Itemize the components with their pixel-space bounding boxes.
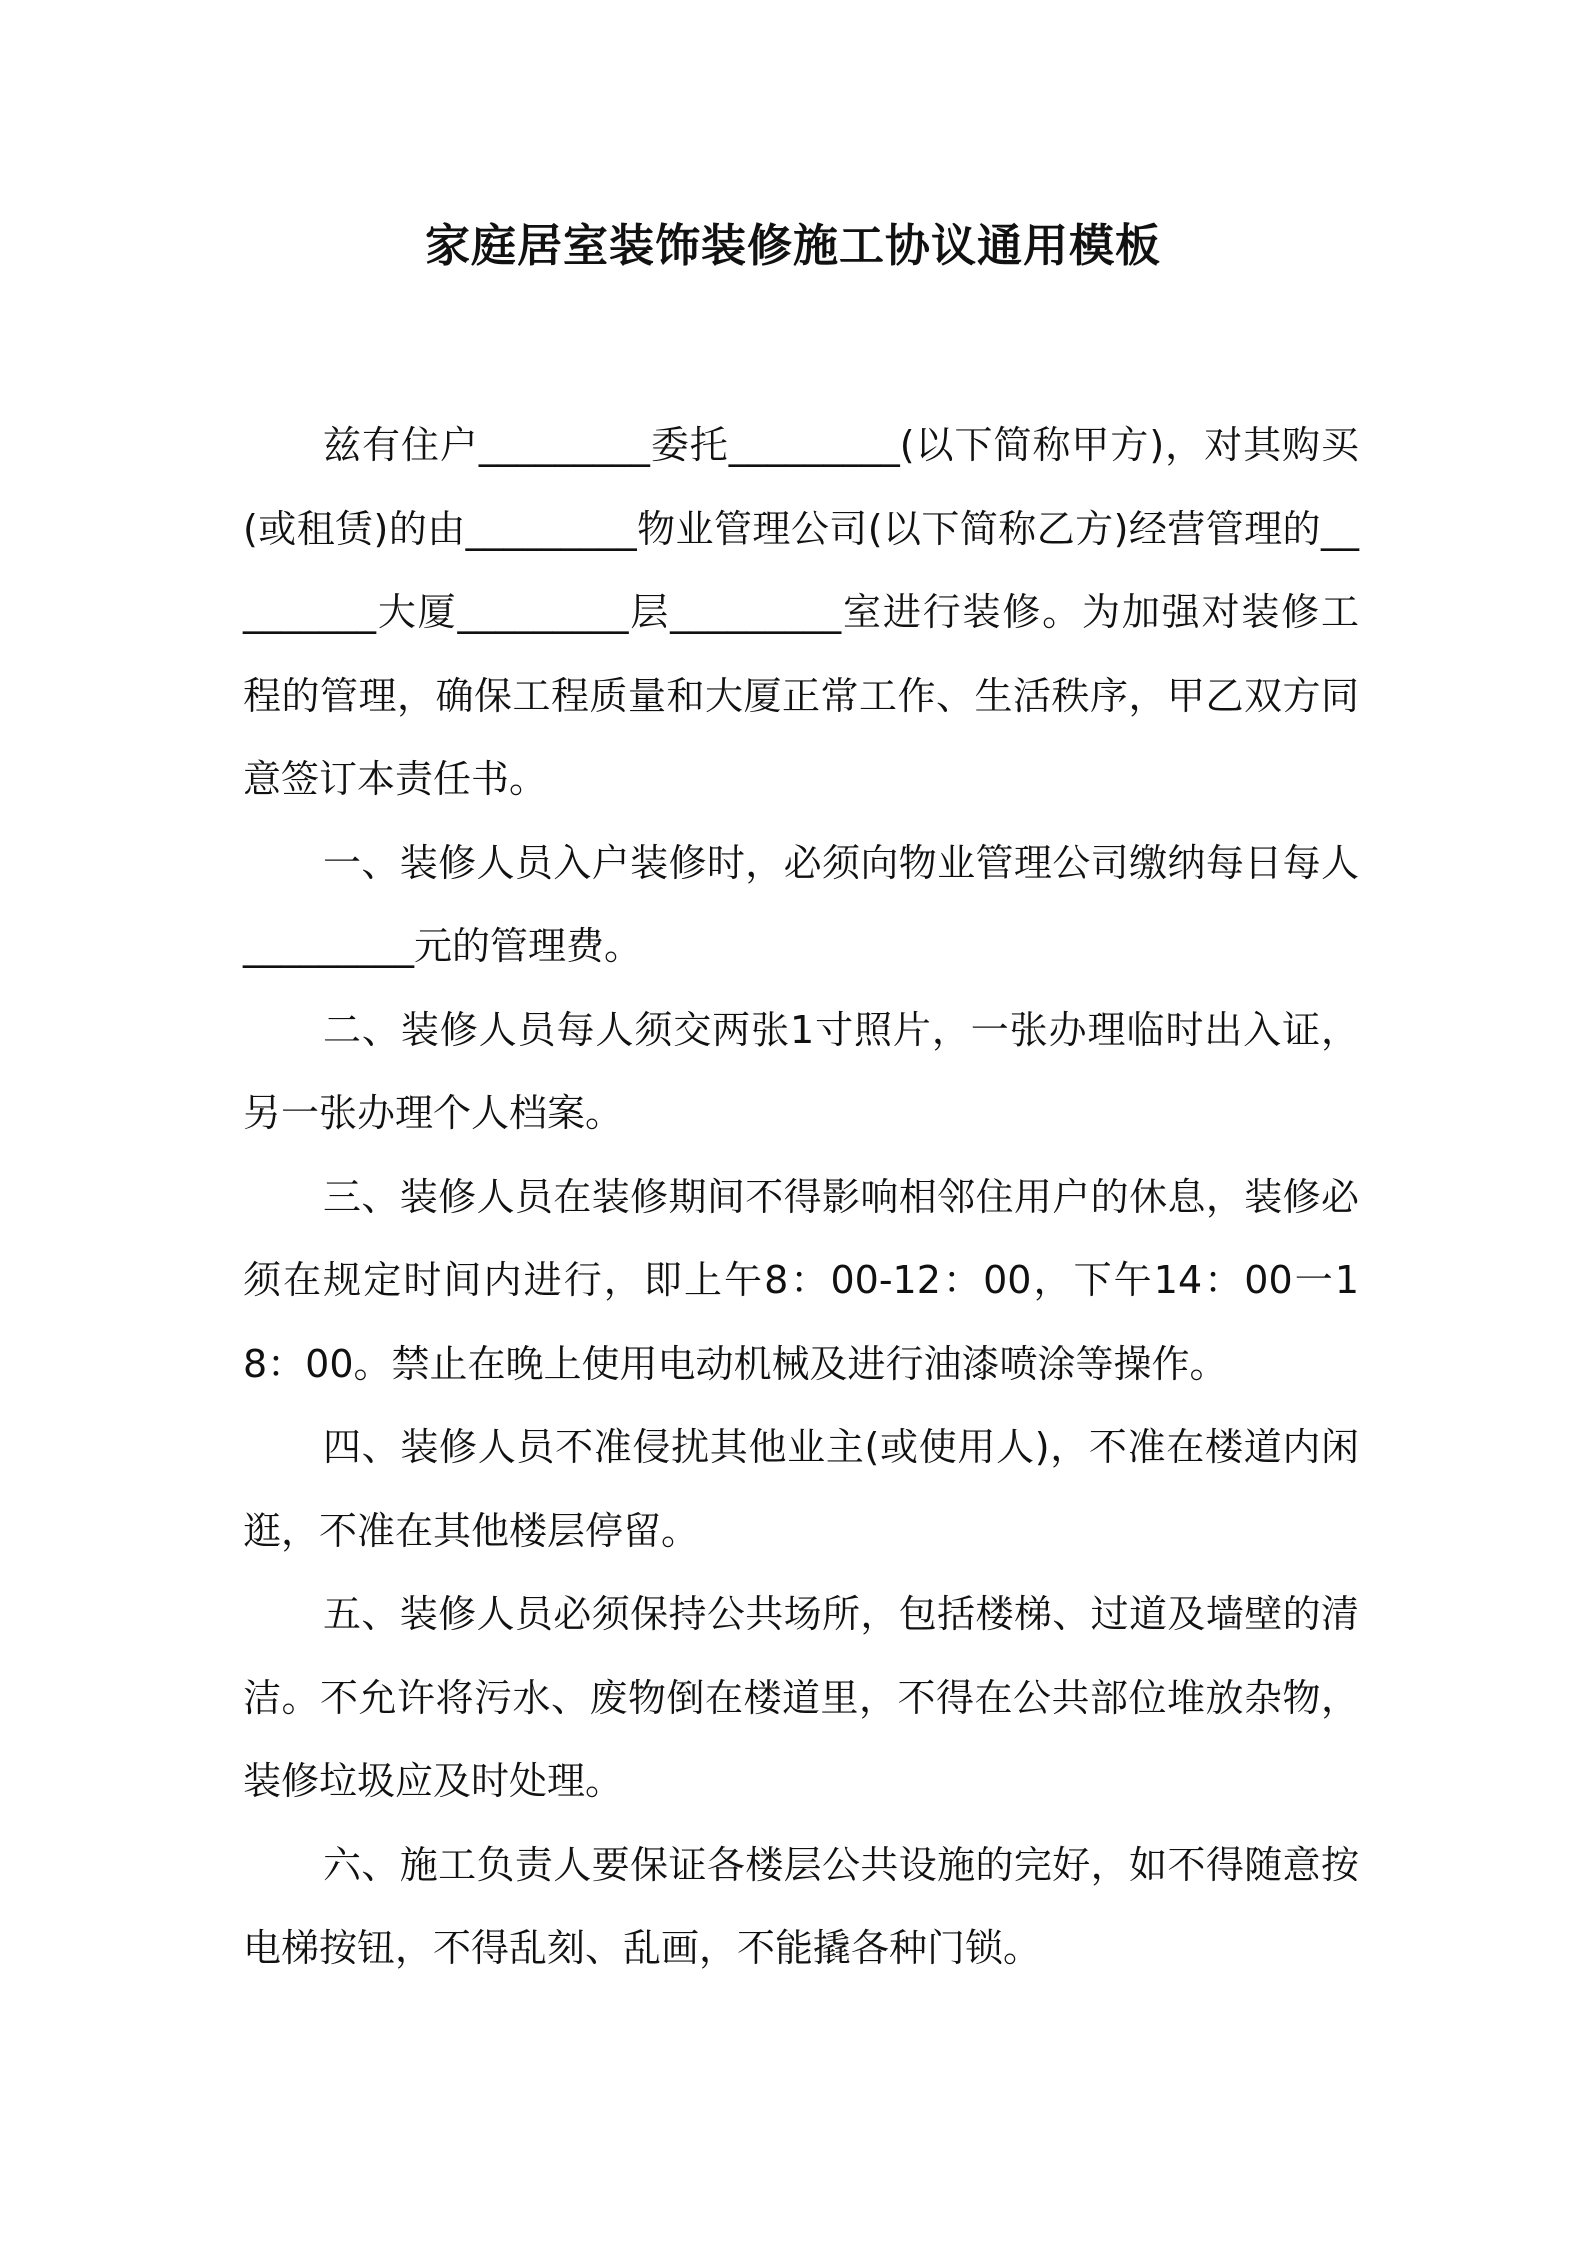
paragraph-intro: 兹有住户_________委托_________(以下简称甲方)，对其购买(或租赁)的由_________物业管理公司(以下简称乙方)经营管理的_________大厦_________层_________室进行装修。为加强对装修工程的管理，确保工程质量和大厦正常工作、生活秩序，甲乙双方同意签订本责任书。 [243, 423, 1359, 801]
paragraph-clause-1: 一、装修人员入户装修时，必须向物业管理公司缴纳每日每人_________元的管理费。 [243, 840, 1359, 968]
paragraph-clause-4: 四、装修人员不准侵扰其他业主(或使用人)，不准在楼道内闲逛，不准在其他楼层停留。 [243, 1425, 1359, 1553]
paragraph-clause-6: 六、施工负责人要保证各楼层公共设施的完好，如不得随意按电梯按钮，不得乱刻、乱画，不能撬各种门锁。 [243, 1842, 1359, 1970]
document-body [243, 404, 1359, 1991]
document-title: 家庭居室装饰装修施工协议通用模板 [424, 219, 1161, 272]
paragraph-clause-5: 五、装修人员必须保持公共场所，包括楼梯、过道及墙壁的清洁。不允许将污水、废物倒在楼道里，不得在公共部位堆放杂物，装修垃圾应及时处理。 [243, 1592, 1359, 1803]
paragraph-clause-3: 三、装修人员在装修期间不得影响相邻住用户的休息，装修必须在规定时间内进行，即上午8：00-12：00，下午14：00一18：00。禁止在晚上使用电动机械及进行油漆喷涂等操作。 [243, 1174, 1359, 1386]
paragraph-clause-2: 二、装修人员每人须交两张1寸照片，一张办理临时出入证，另一张办理个人档案。 [243, 1007, 1359, 1135]
